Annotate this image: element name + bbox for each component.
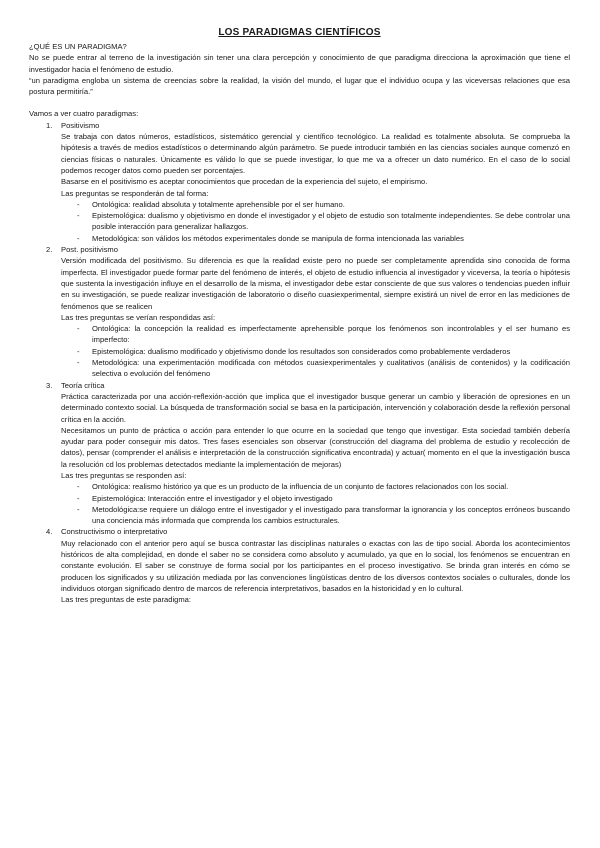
intro-paragraph: No se puede entrar al terreno de la investigación sin tener una clara percepción y conocimiento de que paradigma direcciona la aproximación que tiene el investigador hacia el fenómeno de estudio.	[29, 53, 570, 74]
document-page	[29, 27, 570, 606]
paradigm-questions-lead: Las tres preguntas se responden así:	[61, 470, 187, 480]
paradigm-questions-lead: Las preguntas se responderán de tal forma:	[61, 188, 209, 198]
list-item: - Ontológica: realismo histórico ya que es un producto de la influencia de un conjunto de factores relacionados con los social.	[77, 482, 509, 492]
paradigm-heading: Positivismo	[61, 120, 100, 130]
paradigm-paragraph: Se trabaja con datos números, estadísticos, sistemático gerencial y científico tecnológico. La realidad es totalmente absoluta. Se comprueba la hipótesis a través de medios estadísticos o determinando algún parámetro. Se puede introducir también en las ciencias sociales aunque comenzó en ciencias físicas o naturales. Únicamente es válido lo que se puede investigar, lo que me va a ofrecer un dato numérico. En el caso de lo social podemos recoger datos como pueden ser porcentajes.	[61, 132, 570, 175]
list-item: - Ontológica: la concepción la realidad es imperfectamente aprehensible porque los fenómenos son incontrolables y el ser humano es imperfecto:	[77, 324, 570, 345]
question-list	[61, 481, 570, 526]
paradigm-paragraph: Basarse en el positivismo es aceptar conocimientos que procedan de la experiencia del sujeto, el empirismo.	[61, 177, 428, 187]
paradigm-heading: Teoría crítica	[61, 380, 105, 390]
list-item: - Metodológica: una experimentación modificada con métodos cuasiexperimentales y cualitativos (análisis de contenidos) y la codificación selectiva o evolución del fenómeno	[77, 358, 570, 379]
list-item: - Epistemológica: dualismo modificado y objetivismo donde los resultados son considerados como probablemente verdaderos	[77, 346, 511, 356]
paradigm-paragraph: Necesitamos un punto de práctica o acción para entender lo que ocurre en la sociedad que tengo que investigar. Esta sociedad también debería ayudar para poder conseguir mis datos. Tres fases esenciales son observar (construcción del diagrama del problema de estudio y recolección de datos), pensar (comprender el análisis e interpretación de la construcción significativa encontrada) y actuar( momento en el que la investigación busca la resolución cd los problemas detectados mediante la implementación de mejoras)	[61, 425, 570, 469]
question-list	[61, 199, 570, 244]
question-list	[61, 323, 570, 379]
list-item: - Metodológica: son válidos los métodos experimentales donde se manipula de forma intencionada las variables	[77, 233, 464, 243]
paradigm-list	[29, 120, 570, 606]
paradigm-paragraph: Muy relacionado con el anterior pero aquí se busca contrastar las disciplinas naturales o exactas con las de tipo social. Aborda los acontecimientos históricos de alta complejidad, en donde el saber no se considera como absoluto y acumulado, ya que en lo social, los fenómenos se encuentran en constante evolución. El saber se construye de forma social por los participantes en el proceso investigativo. Se brinda gran interés en cómo se producen los significados y su utilización mediada por las convenciones lingüísticas dentro de los diversos contextos sociales o culturales, donde los individuos otorgan significado dentro de marcos de referencia interpretativos, basados en la historicidad y en lo cultural.	[61, 538, 570, 593]
paradigm-number: 3.	[46, 380, 53, 390]
paradigm-number: 2.	[46, 245, 53, 255]
paradigm-item	[29, 380, 570, 527]
list-item: - Metodológica:se requiere un diálogo entre el investigador y el investigado para transformar la ignorancia y los conceptos erróneos buscando una conciencia más informada que comprenda los cambios estructurales.	[77, 504, 570, 526]
paradigm-heading: Constructivismo o interpretativo	[61, 527, 168, 537]
paradigm-item	[29, 244, 570, 380]
paradigm-paragraph: Práctica caracterizada por una acción-reflexión-acción que implica que el investigador busque generar un cambio y liberación de opresiones en un determinado contexto social. La búsqueda de transformación social se basa en la participación, intervención y colaboración desde la reflexión personal crítica en la acción.	[61, 391, 570, 424]
paradigm-heading: Post. positivismo	[61, 245, 118, 255]
document-title: LOS PARADIGMAS CIENTÍFICOS	[218, 27, 381, 38]
list-item: - Ontológica: realidad absoluta y totalmente aprehensible por el ser humano.	[77, 199, 345, 209]
paradigm-paragraph: Versión modificada del positivismo. Su diferencia es que la realidad existe pero no puede ser completamente aprendida sino conocida de forma imperfecta. El investigador puede formar parte del fenómeno de interés, el objeto de estudio influencia al investigador y viceversa, la teoría o hipótesis que sustenta la investigación influye en el desarrollo de la misma, el investigador debe estar consciente de que sus valores o tendencias pueden influir en su investigación, se puede realizar investigación de laboratorio o diseño cuasiexperimental, siempre existirá un nivel de error en las mediciones de fenómenos que se realicen	[61, 256, 570, 311]
list-item: - Epistemológica: dualismo y objetivismo en donde el investigador y el objeto de estudio son totalmente independientes. Se debe controlar una posible interacción para generalizar hallazgos.	[77, 211, 570, 232]
paradigm-item	[29, 120, 570, 244]
paradigm-number: 1.	[46, 120, 53, 130]
paradigm-number: 4.	[46, 527, 53, 537]
intro-quote: “un paradigma engloba un sistema de creencias sobre la realidad, la visión del mundo, el lugar que el individuo ocupa y las viceversas relaciones que esa postura permitiría.”	[29, 75, 570, 97]
paradigm-questions-lead: Las tres preguntas se verían respondidas así:	[61, 312, 216, 322]
intro-question: ¿QUÉ ES UN PARADIGMA?	[29, 42, 127, 51]
paradigm-item	[29, 526, 570, 605]
list-item: - Epistemológica: Interacción entre el investigador y el objeto investigado	[77, 493, 333, 503]
intro-lead: Vamos a ver cuatro paradigmas:	[29, 109, 139, 119]
paradigm-questions-lead: Las tres preguntas de este paradigma:	[61, 595, 192, 605]
